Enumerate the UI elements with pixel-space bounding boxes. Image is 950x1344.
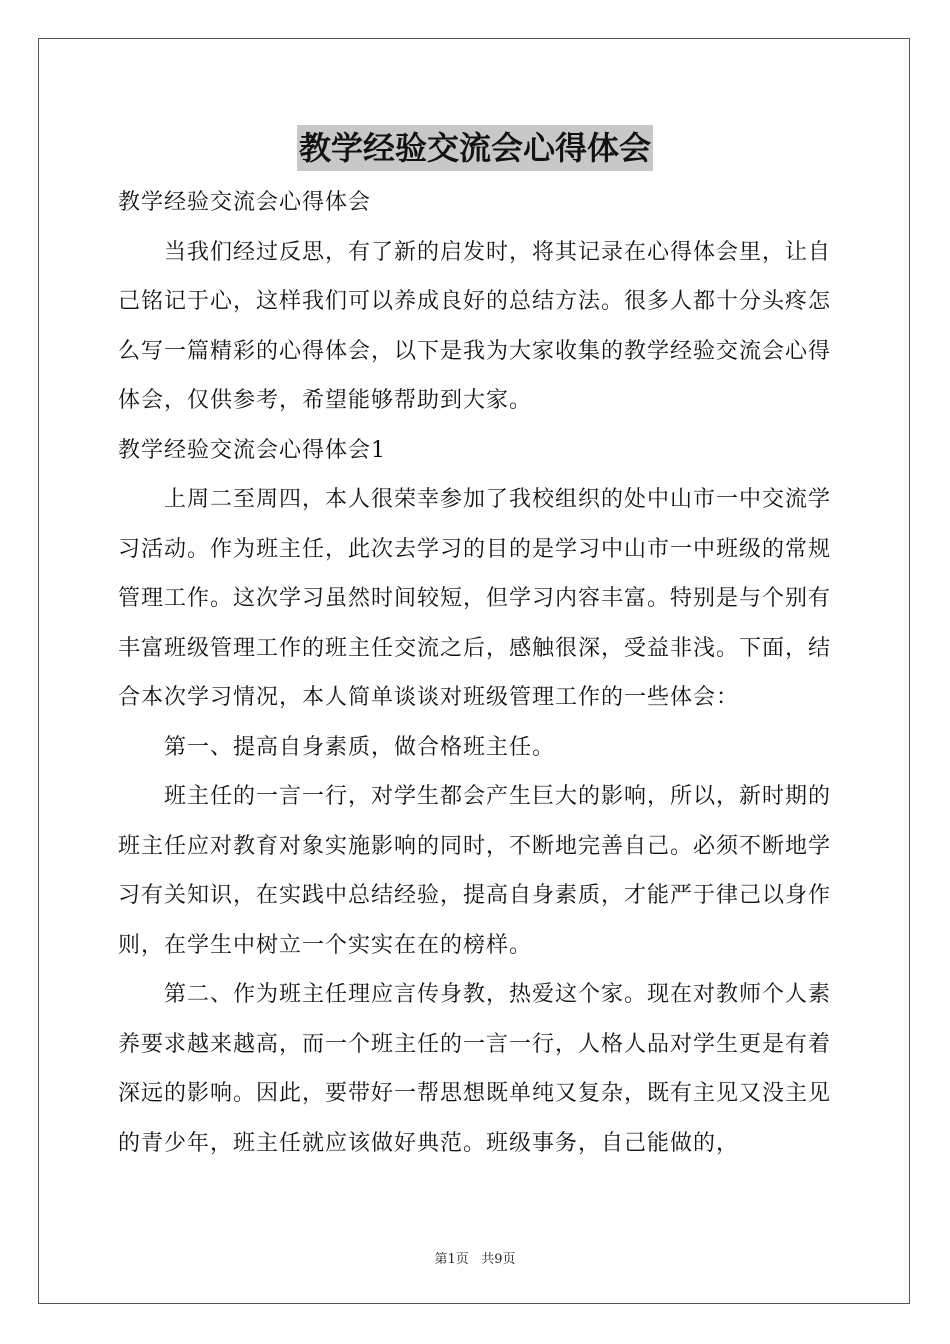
title-area — [0, 125, 950, 171]
page-total: 共9页 — [481, 1252, 516, 1267]
page-number: 第1页 — [434, 1252, 469, 1267]
subtitle-paragraph: 教学经验交流会心得体会 — [118, 190, 372, 215]
intro-paragraph: 当我们经过反思，有了新的启发时，将其记录在心得体会里，让自己铭记于心，这样我们可以养成良好的总结方法。很多人都十分头疼怎么写一篇精彩的心得体会，以下是我为大家收集的教学经验交流会心得体会，仅供参考，希望能够帮助到大家。 — [118, 239, 832, 413]
document-body — [118, 178, 838, 1168]
body-paragraph: 上周二至周四，本人很荣幸参加了我校组织的处中山市一中交流学习活动。作为班主任，此次去学习的目的是学习中山市一中班级的常规管理工作。这次学习虽然时间较短，但学习内容丰富。特别是与个别有丰富班级管理工作的班主任交流之后，感触很深，受益非浅。下面，结合本次学习情况，本人简单谈谈对班级管理工作的一些体会： — [118, 487, 832, 710]
body-paragraph: 第二、作为班主任理应言传身教，热爱这个家。现在对教师个人素养要求越来越高，而一个班主任的一言一行，人格人品对学生更是有着深远的影响。因此，要带好一帮思想既单纯又复杂，既有主见又没主见的青少年，班主任就应该做好典范。班级事务，自己能做的， — [118, 982, 832, 1156]
page-footer — [0, 1248, 950, 1267]
body-paragraph: 第一、提高自身素质，做合格班主任。 — [164, 734, 556, 760]
section-heading: 教学经验交流会心得体会1 — [118, 437, 386, 463]
body-paragraph: 班主任的一言一行，对学生都会产生巨大的影响，所以，新时期的班主任应对教育对象实施影响的同时，不断地完善自己。必须不断地学习有关知识，在实践中总结经验，提高自身素质，才能严于律己以身作则，在学生中树立一个实实在在的榜样。 — [118, 784, 832, 958]
document-title: 教学经验交流会心得体会 — [297, 125, 653, 171]
